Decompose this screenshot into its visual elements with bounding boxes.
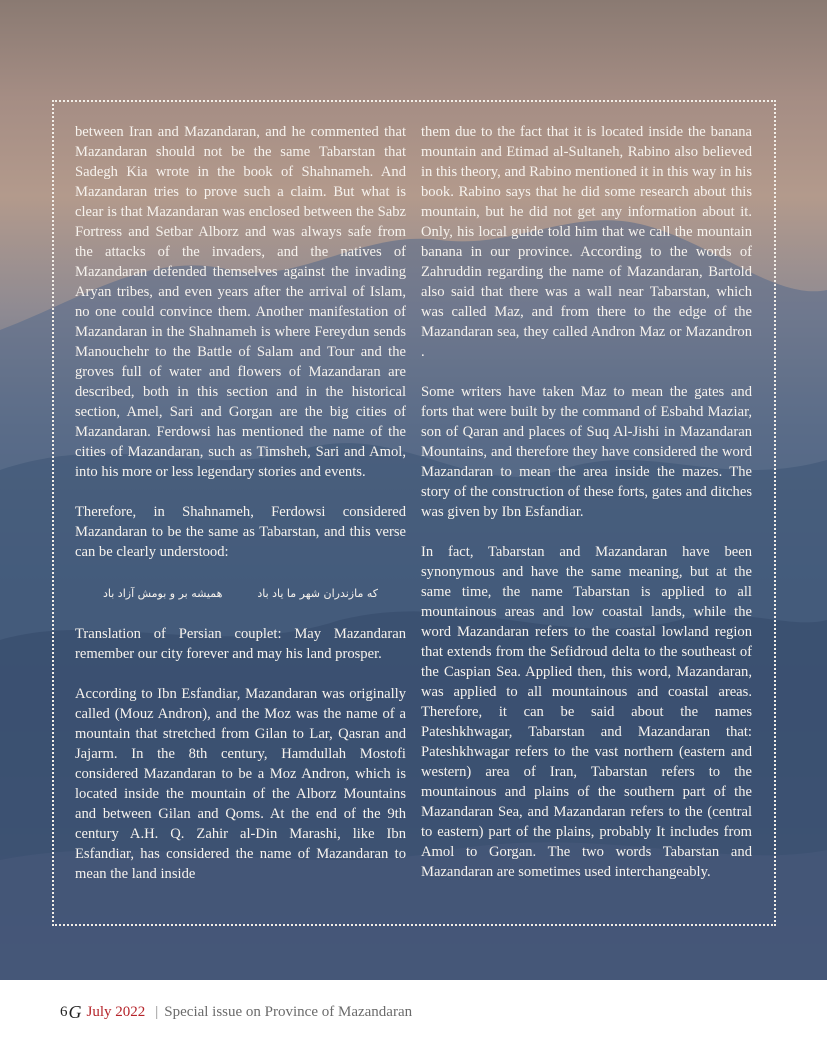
issue-date: July 2022 [86, 1003, 146, 1020]
footer-line [60, 1001, 412, 1023]
footer-separator: | [155, 1003, 159, 1020]
right-paragraph-1: them due to the fact that it is located inside the banana mountain and Etimad al-Sultaneh, Rabino also believed in this theory, and Rabino mentioned it in this way in his book. Rabino says that he did some research about this mountain, but he did not get any information about it. Only, his local guide told him that we call the mountain banana in our province. According to the words of Zahruddin regarding the name of Mazandaran, Bartold also said that there was a wall near Tabarstan, which was called Maz, and from there to the edge of the Mazandaran sea, they called Andron Maz or Mazandron . [421, 124, 752, 360]
left-text-column [75, 122, 406, 904]
persian-couplet [75, 582, 406, 604]
magazine-logo: G [68, 1001, 82, 1022]
left-paragraph-3: Translation of Persian couplet: May Mazandaran remember our city forever and may his land prosper. [75, 626, 406, 662]
issue-title: Special issue on Province of Mazandaran [164, 1003, 413, 1020]
left-paragraph-4: According to Ibn Esfandiar, Mazandaran was originally called (Mouz Andron), and the Moz was the name of a mountain that stretched from Gilan to Lar, Qasran and Jajarm. In the 8th century, Hamdullah Mostofi considered Mazandaran to be a Moz Andron, which is located inside the mountain of the Alborz Mountains and between Gilan and Qoms. At the end of the 9th century A.H. Q. Zahir al-Din Marashi, like Ibn Esfandiar, has considered the name of Mazandaran to mean the land inside [75, 686, 406, 882]
couplet-first-hemistich: که مازندران شهر ما یاد باد [257, 587, 378, 600]
right-paragraph-2: Some writers have taken Maz to mean the gates and forts that were built by the command of Esbahd Maziar, son of Qaran and places of Suq Al-Jishi in Mazandaran Mountains, and therefore they have considered the word Mazandaran to mean the area inside the mazes. The story of the construction of these forts, gates and ditches was given by Ibn Esfandiar. [421, 384, 752, 520]
couplet-second-hemistich: همیشه بر و بومش آزاد باد [103, 587, 223, 600]
right-paragraph-3: In fact, Tabarstan and Mazandaran have been synonymous and have the same meaning, but at the same time, the name Tabarstan is applied to all mountainous areas and low coastal lands, while the word Mazandaran refers to the coastal lowland region that extends from the Sefidroud delta to the southeast of the Caspian Sea. Applied then, this word, Mazandaran, was applied to all mountainous and coastal areas. Therefore, it can be said about the names Pateshkhwagar, Tabarstan and Mazandaran that: Pateshkhwagar refers to the vast northern (eastern and western) area of Iran, Tabarstan refers to the mountainous and plains of the southern part of the Mazandaran Sea, and Mazandaran refers to the (central to eastern) part of the plains, probably It includes from Amol to Gorgan. The two words Tabarstan and Mazandaran are sometimes used interchangeably. [421, 544, 752, 880]
page-number: 6 [60, 1003, 68, 1020]
right-text-column [421, 122, 752, 902]
left-paragraph-1: between Iran and Mazandaran, and he commented that Mazandaran should not be the same Tabarstan that Sadegh Kia wrote in the book of Shahnameh. And Mazandaran tries to prove such a claim. But what is clear is that Mazandaran was enclosed between the Sabz Fortress and Setbar Alborz and was always safe from the attacks of the invaders, and the natives of Mazandaran defended themselves against the invading Aryan tribes, and even years after the arrival of Islam, no one could convince them. Another manifestation of Mazandaran in the Shahnameh is where Fereydun sends Manouchehr to the Battle of Salam and Tour and the groves full of water and flowers of Mazandaran are described, both in this section and in the historical section, Amel, Sari and Gorgan are the big cities of Mazandaran. Ferdowsi has mentioned the name of the cities of Mazandaran, such as Timsheh, Sari and Amol, into his more or less legendary stories and events. [75, 124, 406, 480]
left-paragraph-2: Therefore, in Shahnameh, Ferdowsi considered Mazandaran to be the same as Tabarstan, and this verse can be clearly understood: [75, 504, 406, 560]
